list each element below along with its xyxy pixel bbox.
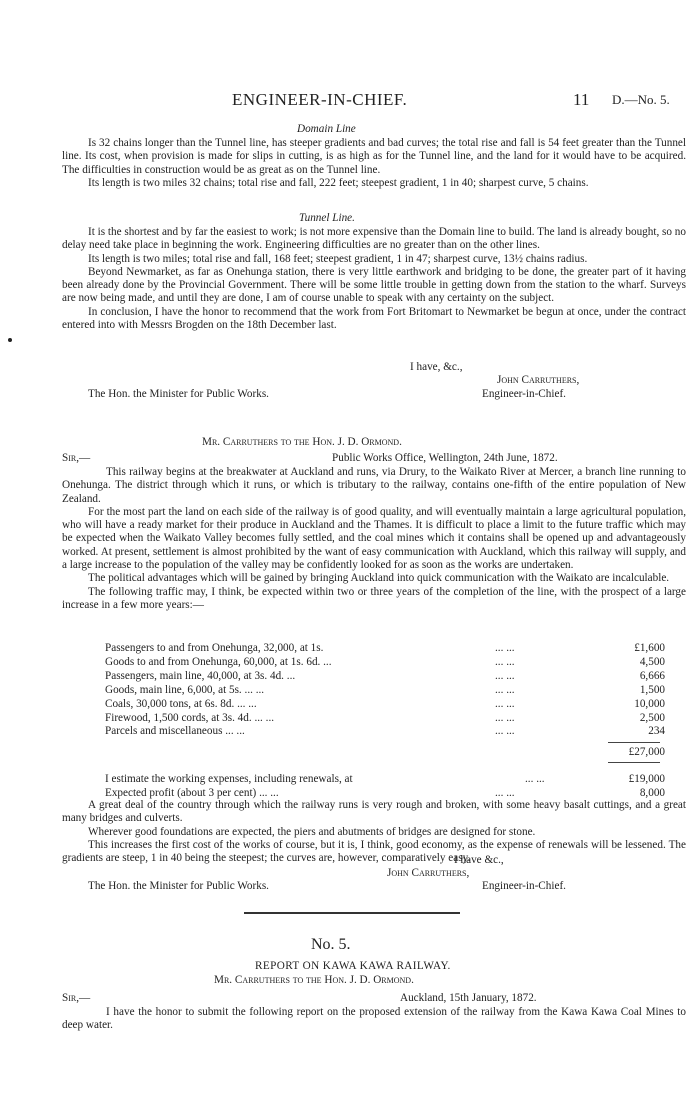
traffic-item-label: Goods to and from Onehunga, 60,000, at 1s. 6d. ...: [105, 655, 332, 668]
table-total-row: [105, 746, 665, 760]
leader-dots: ... ...: [495, 655, 515, 668]
traffic-item-amount: 4,500: [639, 655, 665, 668]
paragraph: In conclusion, I have the honor to recommend that the work from Fort Britomart to Newmarket be begun at once, under the contract entered into with Messrs Brogden on the 18th December last.: [62, 305, 686, 332]
salutation: Sir,—: [62, 992, 91, 1004]
leader-dots: ... ...: [495, 642, 515, 654]
paragraph: Wherever good foundations are expected, the piers and abutments of bridges are designed for stone.: [88, 825, 536, 838]
total-rule: [608, 762, 660, 763]
traffic-item-amount: 234: [648, 725, 665, 738]
traffic-item-amount: 6,666: [639, 669, 665, 682]
traffic-item-label: Firewood, 1,500 cords, at 3s. 4d. ... ...: [105, 711, 275, 724]
place-date: Public Works Office, Wellington, 24th June, 1872.: [332, 452, 558, 464]
paragraph: For the most part the land on each side of the railway is of good quality, and will eventually maintain a large agricultural population, who will have a ready market for their produce in Auckland and the Thames. It is difficult to place a limit to the future traffic which may be expected when the Waikato Valley becomes fully settled, and the coal mines which it contains shall be opened up and advantageously worked. At present, settlement is almost prohibited by the want of easy communication with Auckland, which this railway will supply, and a large increase to the population of the valley may be confidently looked for as soon as the works are undertaken.: [62, 505, 686, 572]
signatory-title: Engineer-in-Chief.: [482, 880, 566, 892]
traffic-item-label: Passengers, main line, 40,000, at 3s. 4d. ...: [105, 669, 296, 682]
paragraph: Its length is two miles; total rise and fall, 168 feet; steepest gradient, 1 in 47; sharpest curve, 13½ chains radius.: [88, 252, 588, 265]
letter-body-continued: [62, 799, 686, 865]
section-number: No. 5.: [311, 936, 351, 953]
report-title: REPORT ON KAWA KAWA RAILWAY.: [255, 960, 451, 972]
profit-row: Expected profit (about 3 per cent) ... ... ... ... 8,000: [105, 787, 665, 799]
margin-mark: [8, 338, 12, 342]
leader-dots: ... ...: [495, 683, 515, 696]
leader-dots: ... ...: [495, 697, 515, 710]
signatory-name: John Carruthers,: [387, 867, 470, 879]
table-row: [105, 642, 665, 656]
leader-dots: ... ...: [495, 725, 515, 738]
paragraph: I have the honor to submit the following report on the proposed extension of the railway from the Kawa Kawa Coal Mines to deep water.: [62, 1006, 686, 1032]
tunnel-line-heading: Tunnel Line.: [299, 212, 355, 224]
paragraph: A great deal of the country through which the railway runs is very rough and broken, with some heavy basalt cuttings, and a great many bridges and culverts.: [62, 799, 686, 825]
paragraph: This railway begins at the breakwater at Auckland and runs, via Drury, to the Waikato River at Mercer, a branch line running to Onehunga. The district through which it runs, or which is tributary to the railway, contains one-fifth of the entire population of New Zealand.: [62, 466, 686, 505]
letter-heading: Mr. Carruthers to the Hon. J. D. Ormond.: [214, 974, 414, 986]
paragraph: Is 32 chains longer than the Tunnel line, has steeper gradients and bad curves; the total rise and fall is 54 feet greater than the Tunnel line. Its cost, when provision is made for slips in cutting, is as high as for the Tunnel line, and the land for it would have to be acquired. The difficulties in construction would be as great as on the Tunnel line.: [62, 137, 686, 176]
traffic-item-label: Coals, 30,000 tons, at 6s. 8d. ... ...: [105, 697, 257, 710]
traffic-item-amount: £1,600: [634, 642, 665, 654]
section-separator: [244, 912, 460, 914]
traffic-item-label: Passengers to and from Onehunga, 32,000, at 1s.: [105, 642, 324, 654]
paragraph: Beyond Newmarket, as far as Onehunga station, there is very little earthwork and bridging to be done, the greater part of it having been already done by the Provincial Government. There will be some little trouble in getting down from the station to the wharf. Surveys are now being made, and until they are done, I am of course unable to speak with any certainty on the subject.: [62, 265, 686, 305]
expenses-label: I estimate the working expenses, including renewals, at: [105, 773, 353, 785]
addressee: The Hon. the Minister for Public Works.: [88, 388, 269, 400]
profit-amount: 8,000: [639, 787, 665, 799]
domain-line-heading: Domain Line: [297, 123, 356, 135]
table-row: [105, 698, 665, 712]
leader-dots: ... ...: [495, 711, 515, 724]
closing: I have, &c.,: [410, 361, 463, 373]
expenses-amount: £19,000: [628, 773, 665, 785]
domain-line-body: [62, 137, 686, 190]
expenses-row: I estimate the working expenses, including renewals, at ... ... £19,000: [105, 773, 665, 785]
traffic-item-amount: 10,000: [634, 697, 665, 710]
salutation: Sir,—: [62, 452, 91, 464]
profit-label: Expected profit (about 3 per cent) ... ...: [105, 787, 279, 799]
total-amount: £27,000: [628, 746, 665, 758]
paragraph: The following traffic may, I think, be expected within two or three years of the completion of the line, with the prospect of a large increase in a few more years:—: [62, 585, 686, 611]
report-body: [62, 1006, 686, 1033]
traffic-item-amount: 1,500: [639, 683, 665, 696]
closing: I have &c.,: [454, 854, 504, 866]
paragraph: This increases the first cost of the works of course, but it is, I think, good economy, as the expense of renewals will be lessened. The gradients are steep, 1 in 40 being the steepest; the curves are, however, comparatively easy.: [62, 838, 686, 865]
leader-dots: ... ...: [495, 669, 515, 682]
paragraph: The political advantages which will be gained by bringing Auckland into quick communication with the Waikato are incalculable.: [88, 572, 670, 585]
table-row: [105, 712, 665, 726]
addressee: The Hon. the Minister for Public Works.: [88, 880, 269, 892]
table-row: [105, 656, 665, 670]
table-row: [105, 684, 665, 698]
running-header-title: ENGINEER-IN-CHIEF.: [232, 90, 408, 109]
tunnel-line-body: [62, 226, 686, 332]
traffic-item-label: Goods, main line, 6,000, at 5s. ... ...: [105, 683, 265, 696]
page-number: 11: [573, 90, 590, 109]
paragraph: It is the shortest and by far the easiest to work; is not more expensive than the Domain line to build. The land is already bought, so no delay need take place in beginning the work. Engineering difficulties are no greater than on the other lines.: [62, 226, 686, 252]
traffic-item-amount: 2,500: [639, 711, 665, 724]
place-date: Auckland, 15th January, 1872.: [400, 992, 537, 1004]
letter-heading: Mr. Carruthers to the Hon. J. D. Ormond.: [202, 436, 402, 448]
signatory-name: John Carruthers,: [497, 374, 580, 386]
table-row: [105, 670, 665, 684]
signatory-title: Engineer-in-Chief.: [482, 388, 566, 400]
document-reference: D.—No. 5.: [612, 92, 670, 107]
traffic-item-label: Parcels and miscellaneous ... ...: [105, 725, 245, 738]
paragraph: Its length is two miles 32 chains; total rise and fall, 222 feet; steepest gradient, 1 in 40; sharpest curve, 5 chains.: [88, 176, 589, 189]
sum-rule: [608, 742, 660, 743]
letter-body: [62, 466, 686, 612]
table-row: [105, 725, 665, 739]
